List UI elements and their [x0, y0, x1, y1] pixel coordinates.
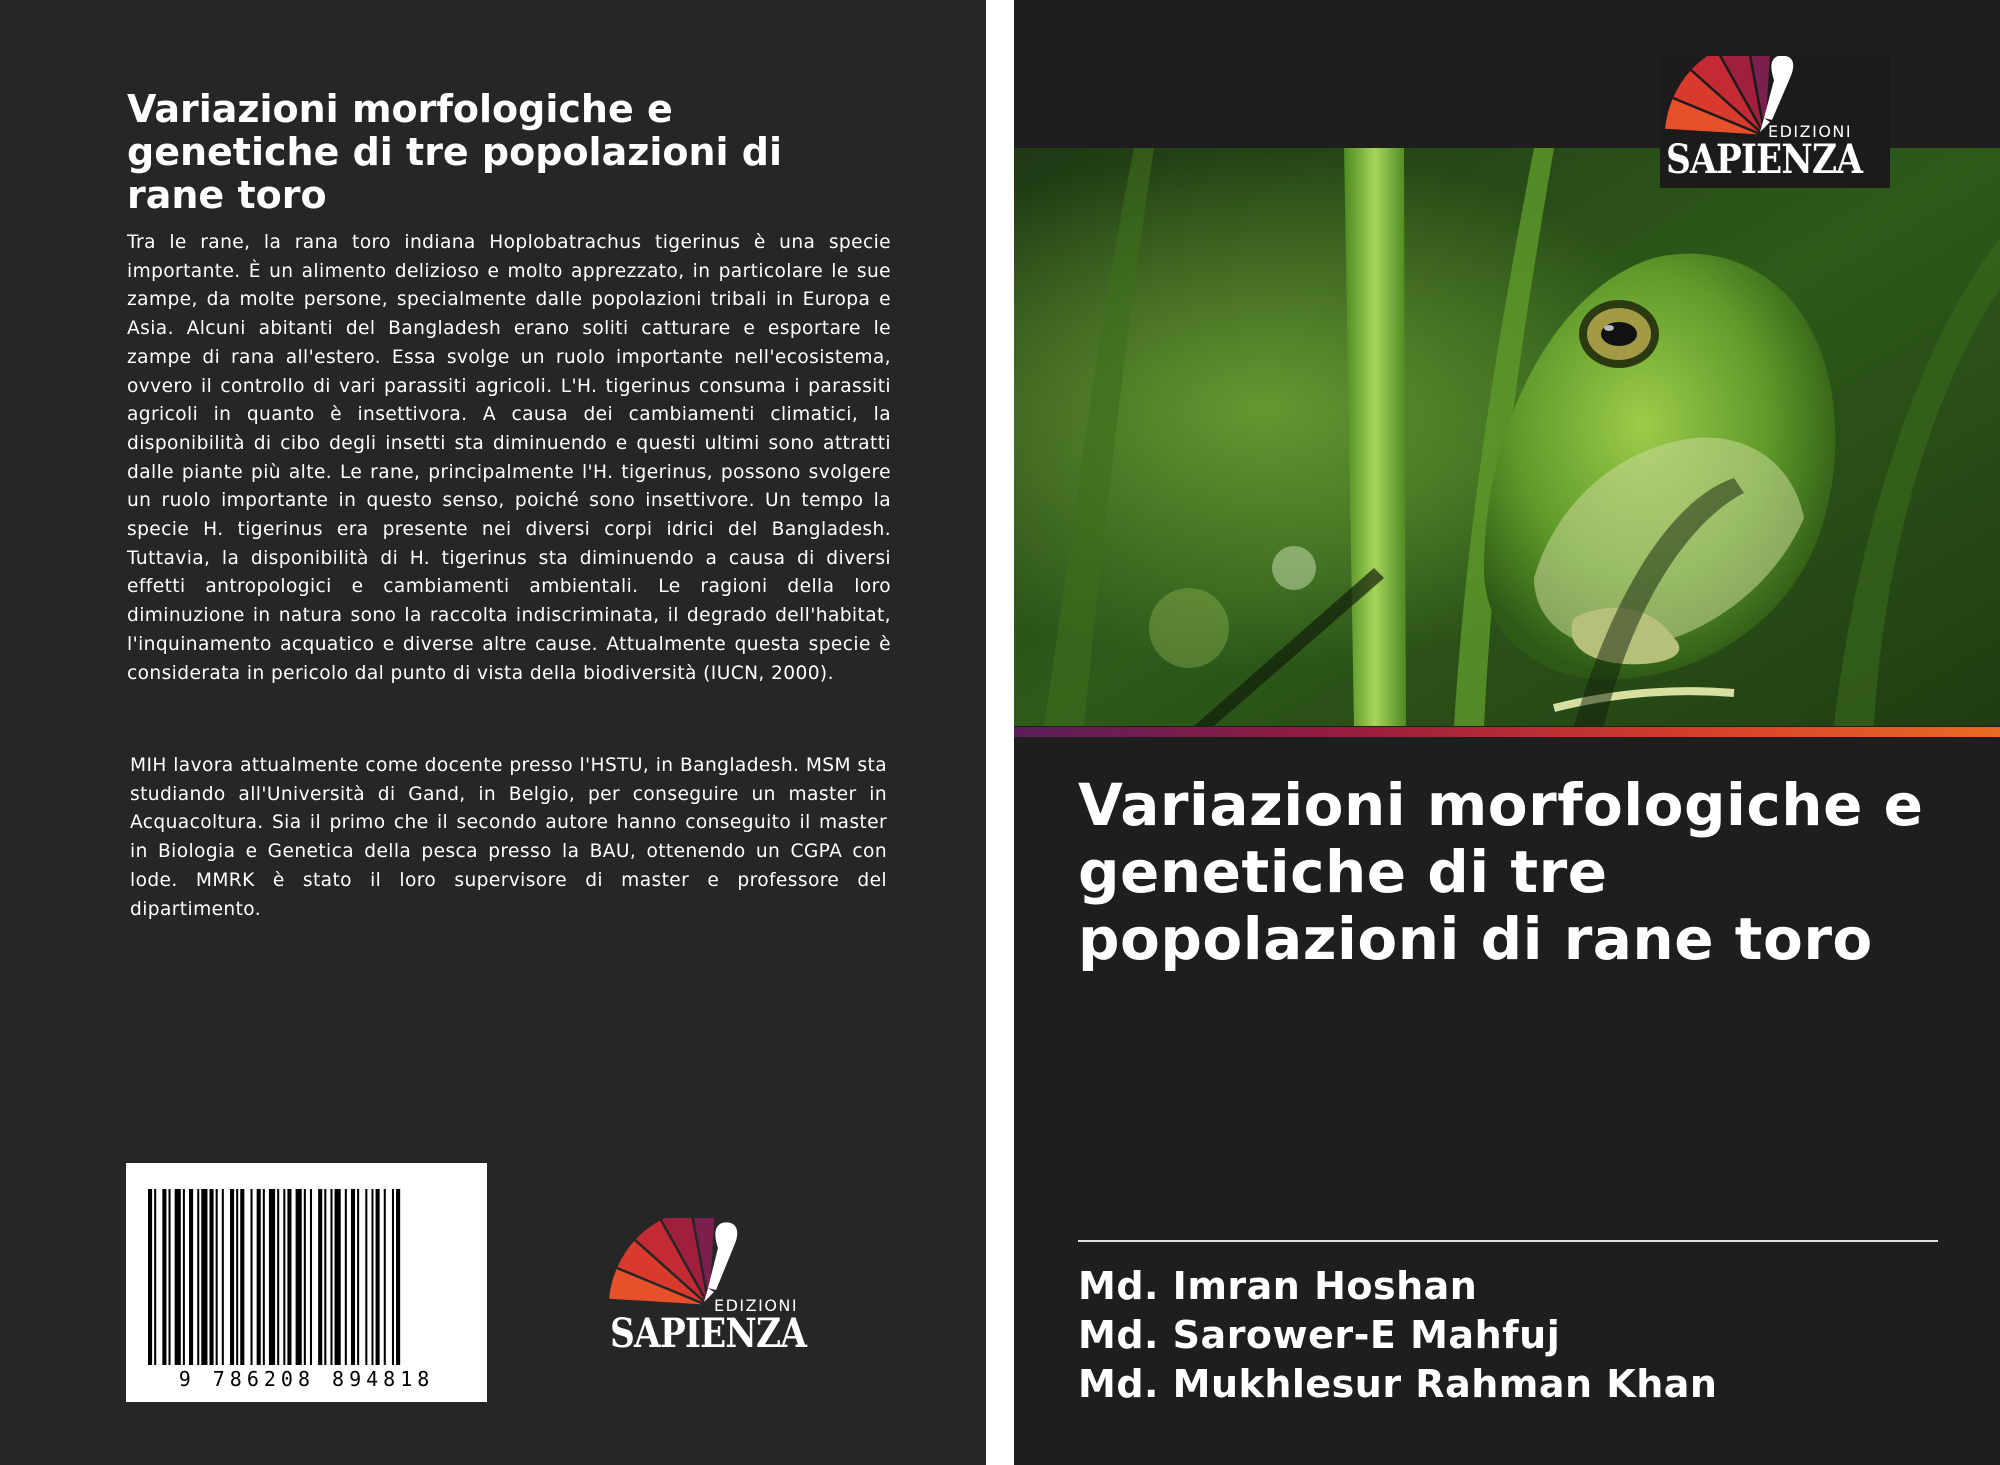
barcode-bar	[351, 1189, 355, 1365]
barcode-bar	[230, 1189, 234, 1365]
barcode-bar	[365, 1189, 367, 1365]
barcode-bar	[257, 1189, 261, 1365]
barcode-bar	[175, 1189, 181, 1365]
publisher-name: SAPIENZA	[1666, 136, 1863, 183]
barcode-bar	[384, 1189, 386, 1365]
barcode-bar	[304, 1189, 306, 1365]
barcode-bar	[310, 1189, 312, 1365]
barcode-bar	[183, 1189, 185, 1365]
barcode-bar	[277, 1189, 279, 1365]
barcode-bar	[392, 1189, 394, 1365]
title-divider	[1078, 1240, 1938, 1242]
barcode-bar	[335, 1189, 341, 1365]
barcode-bar	[283, 1189, 285, 1365]
barcode-bar	[201, 1189, 207, 1365]
publisher-logo-front	[1660, 56, 1890, 188]
barcode-bar	[222, 1189, 224, 1365]
barcode-bar	[396, 1189, 400, 1365]
back-cover-title: Variazioni morfologiche e genetiche di tre popolazioni di rane toro	[127, 87, 782, 217]
barcode-bar	[296, 1189, 302, 1365]
author-name: Md. Mukhlesur Rahman Khan	[1078, 1362, 1718, 1406]
barcode-bar	[287, 1189, 291, 1365]
barcode-bar	[236, 1189, 238, 1365]
barcode-bar	[162, 1189, 166, 1365]
back-cover-synopsis: Tra le rane, la rana toro indiana Hoplobatrachus tigerinus è una specie importante. È un alimento delizioso e molto apprezzato, in particolare le sue zampe, da molte persone, specialmente dalle popolazioni tribali in Europa e Asia. Alcuni abitanti del Bangladesh erano soliti catturare e esportare le zampe di rana all'estero. Essa svolge un ruolo importante nell'ecosistema, ovvero il controllo di vari parassiti agricoli. L'H. tigerinus consuma i parassiti agricoli in quanto è insettivora. A causa dei cambiamenti climatici, la disponibilità di cibo degli insetti sta diminuendo e questi ultimi sono attratti dalle piante più alte. Le rane, principalmente l'H. tigerinus, possono svolgere un ruolo importante in questo senso, poiché sono insettivore. Un tempo la specie H. tigerinus era presente nei diversi corpi idrici del Bangladesh. Tuttavia, la disponibilità di H. tigerinus sta diminuendo a causa di diversi effetti antropologici e cambiamenti ambientali. Le ragioni della loro diminuzione in natura sono la raccolta indiscriminata, il degrado dell'habitat, l'inquinamento acquatico e diverse altre cause. Attualmente questa specie è considerata in pericolo dal punto di vista della biodiversità (IUCN, 2000).	[127, 232, 891, 684]
barcode-bar	[240, 1189, 244, 1365]
barcode-bar	[189, 1189, 193, 1365]
barcode-bar	[357, 1189, 359, 1365]
barcode-bar	[345, 1189, 347, 1365]
front-cover-title: Variazioni morfologiche e genetiche di tre popolazioni di rane toro	[1078, 771, 1924, 973]
author-list	[1078, 1262, 1717, 1409]
publisher-logo-back	[604, 1218, 834, 1357]
publisher-imprint: EDIZIONI	[714, 1296, 799, 1315]
barcode-bar	[148, 1189, 152, 1365]
isbn-number: 9 786208 894818	[178, 1367, 435, 1391]
author-name: Md. Sarower-E Mahfuj	[1078, 1313, 1561, 1357]
barcode-bar	[251, 1189, 253, 1365]
barcode-bar	[376, 1189, 380, 1365]
barcode-bar	[330, 1189, 332, 1365]
barcode-bar	[210, 1189, 214, 1365]
frog-photo	[1014, 148, 2000, 726]
accent-stripe	[1014, 727, 2000, 737]
barcode-bar	[318, 1189, 322, 1365]
barcode-bar	[371, 1189, 373, 1365]
barcode-bar	[197, 1189, 199, 1365]
author-name: Md. Imran Hoshan	[1078, 1264, 1478, 1308]
barcode-bar	[324, 1189, 326, 1365]
green-frog-on-grass-photo	[1014, 148, 2000, 726]
barcode-bar	[216, 1189, 218, 1365]
barcode-bar	[169, 1189, 171, 1365]
publisher-name: SAPIENZA	[610, 1310, 807, 1357]
author-bio: MIH lavora attualmente come docente presso l'HSTU, in Bangladesh. MSM sta studiando all'Università di Gand, in Belgio, per conseguire un master in Acquacoltura. Sia il primo che il secondo autore hanno conseguito il master in Biologia e Genetica della pesca presso la BAU, ottenendo un CGPA con lode. MMRK è stato il loro supervisore di master e professore del dipartimento.	[130, 755, 887, 920]
barcode-bar	[269, 1189, 275, 1365]
barcode-bar	[154, 1189, 156, 1365]
back-cover	[0, 0, 986, 1465]
barcode-bar	[263, 1189, 265, 1365]
publisher-imprint: EDIZIONI	[1768, 122, 1853, 141]
isbn-barcode	[126, 1163, 487, 1402]
